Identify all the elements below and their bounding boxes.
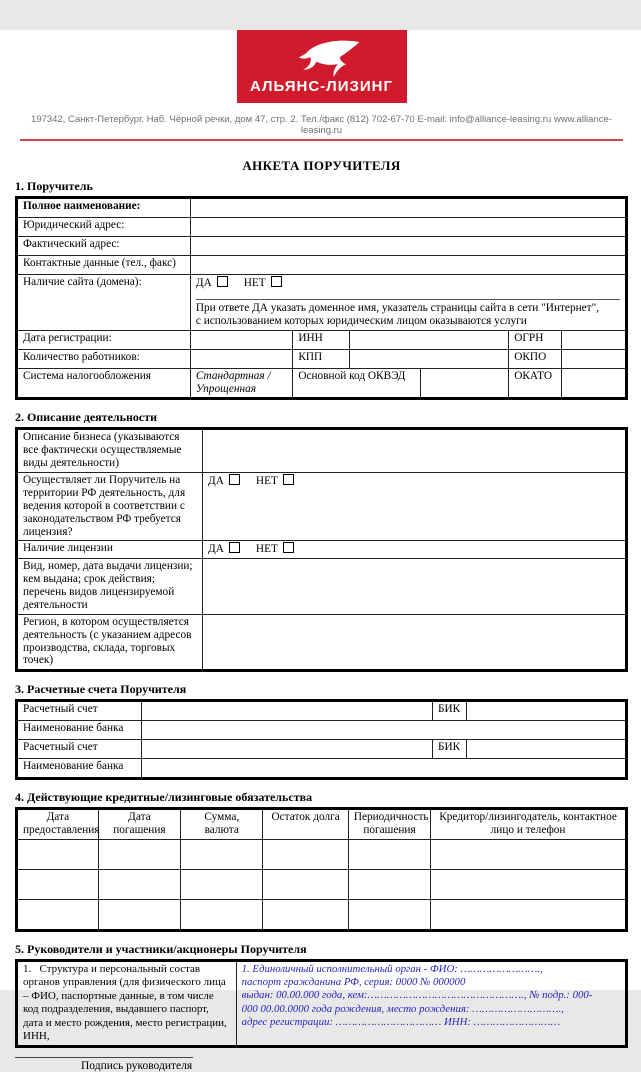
section-1-heading: 1. Поручитель	[15, 179, 93, 193]
section-4-heading: 4. Действующие кредитные/лизинговые обязательства	[15, 790, 313, 805]
full-name-field[interactable]	[190, 198, 626, 218]
company-logo	[237, 30, 407, 103]
bik-field[interactable]	[467, 740, 627, 759]
management-structure-label: 1. Структура и персональный состав органов управления (для физического лица – ФИО, паспортные данные, в том числе код подразделения, выдавшего паспорт, дата и место рождения, место регистрации, ИНН,	[17, 961, 237, 1047]
activity-table	[15, 427, 628, 672]
actual-address-field[interactable]	[190, 237, 626, 256]
website-field[interactable]	[190, 275, 626, 331]
signature-block	[15, 1057, 628, 1072]
col-header-creditor: Кредитор/лизингодатель, контактное лицо и телефон	[431, 809, 627, 840]
license-details-field[interactable]	[203, 559, 627, 615]
legal-address-field[interactable]	[190, 218, 626, 237]
account-field[interactable]	[142, 701, 433, 721]
region-field[interactable]	[203, 614, 627, 671]
table-cell[interactable]	[181, 900, 263, 931]
bank-name-label: Наименование банка	[17, 759, 142, 779]
bank-name-field[interactable]	[142, 759, 627, 779]
table-cell[interactable]	[263, 840, 348, 870]
reg-date-label: Дата регистрации:	[17, 330, 191, 349]
section-3-heading: 3. Расчетные счета Поручителя	[15, 682, 187, 697]
guarantor-table	[15, 196, 628, 400]
no-label: НЕТ	[243, 277, 266, 289]
no-checkbox[interactable]	[283, 542, 294, 553]
employees-label: Количество работников:	[17, 349, 191, 368]
bik-label: БИК	[433, 701, 467, 721]
table-cell[interactable]	[98, 870, 180, 900]
page-title: АНКЕТА ПОРУЧИТЕЛЯ	[242, 158, 401, 173]
full-name-label: Полное наименование:	[17, 198, 191, 218]
yes-no-options	[208, 475, 294, 487]
section-2-heading: 2. Описание деятельности	[15, 410, 158, 425]
table-cell[interactable]	[17, 870, 99, 900]
header-divider	[20, 139, 623, 141]
legal-address-label: Юридический адрес:	[17, 218, 191, 237]
template-line: адрес регистрации: …………………………… ИНН: ………………………	[241, 1015, 561, 1028]
table-cell[interactable]	[431, 870, 627, 900]
yes-checkbox[interactable]	[229, 474, 240, 485]
guarantor-form-page	[0, 30, 641, 1072]
okpo-field[interactable]	[561, 349, 626, 368]
table-cell[interactable]	[98, 840, 180, 870]
col-header-balance: Остаток долга	[263, 809, 348, 840]
region-label: Регион, в котором осуществляется деятельность (с указанием адресов производства, склада, торговых точек)	[17, 614, 203, 671]
employees-field[interactable]	[190, 349, 292, 368]
yes-no-options	[196, 277, 282, 289]
account-label: Расчетный счет	[17, 740, 142, 759]
table-cell[interactable]	[263, 870, 348, 900]
ogrn-field[interactable]	[561, 330, 626, 349]
table-cell[interactable]	[431, 840, 627, 870]
tax-system-label: Система налогообложения	[17, 368, 191, 399]
template-line: выдан: 00.00.000 года, кем:…………………………………………., № подр.: 000-	[241, 989, 593, 1002]
yes-label: ДА	[208, 543, 224, 556]
kpp-field[interactable]	[350, 349, 509, 368]
signature-line[interactable]	[15, 1057, 193, 1058]
has-license-field[interactable]	[203, 541, 627, 559]
inn-field[interactable]	[350, 330, 509, 349]
website-note: При ответе ДА указать доменное имя, указатель страницы сайта в сети "Интернет",	[195, 301, 600, 314]
template-line: паспорт гражданина РФ, серия: 0000 № 000000	[241, 976, 466, 989]
bank-name-label: Наименование банка	[17, 721, 142, 740]
business-desc-label: Описание бизнеса (указываются все фактически осуществляемые виды деятельности)	[17, 429, 203, 473]
yes-checkbox[interactable]	[229, 542, 240, 553]
website-note-2: с использованием которых юридическим лицом оказываются услуги	[195, 314, 527, 327]
bik-label: БИК	[433, 740, 467, 759]
table-cell[interactable]	[431, 900, 627, 931]
col-header-issue-date: Дата предоставления	[17, 809, 99, 840]
license-required-field[interactable]	[203, 473, 627, 541]
table-cell[interactable]	[98, 900, 180, 931]
account-label: Расчетный счет	[17, 701, 142, 721]
table-cell[interactable]	[348, 900, 430, 931]
col-header-repay-date: Дата погашения	[98, 809, 180, 840]
table-cell[interactable]	[181, 870, 263, 900]
table-cell[interactable]	[181, 840, 263, 870]
bik-field[interactable]	[467, 701, 627, 721]
ogrn-label: ОГРН	[509, 330, 561, 349]
obligations-table	[15, 807, 628, 932]
kpp-label: КПП	[293, 349, 350, 368]
license-details-label: Вид, номер, дата выдачи лицензии; кем выдана; срок действия; перечень видов лицензируемой деятельности	[17, 559, 203, 615]
business-desc-field[interactable]	[203, 429, 627, 473]
reg-date-field[interactable]	[190, 330, 292, 349]
management-table	[15, 959, 628, 1048]
section-5-heading: 5. Руководители и участники/акционеры Поручителя	[15, 942, 307, 956]
table-cell[interactable]	[17, 900, 99, 931]
template-line: 000 00.00.0000 года рождения, место рождения: ……………………….,	[241, 1002, 564, 1015]
has-license-label: Наличие лицензии	[17, 541, 203, 559]
col-header-amount: Сумма, валюта	[181, 809, 263, 840]
bank-accounts-table	[15, 699, 628, 780]
no-checkbox[interactable]	[271, 276, 282, 287]
template-line: 1. Единоличный исполнительный орган - ФИО: …………………….,	[241, 963, 543, 975]
okved-label: Основной код ОКВЭД	[293, 368, 421, 399]
contacts-field[interactable]	[190, 256, 626, 275]
license-required-label: Осуществляет ли Поручитель на территории РФ деятельность, для ведения которой в соответствии с законодательством РФ требуется лицензия?	[17, 473, 203, 541]
no-label: НЕТ	[255, 543, 278, 556]
table-cell[interactable]	[348, 870, 430, 900]
actual-address-label: Фактический адрес:	[17, 237, 191, 256]
tax-options[interactable]: Стандартная / Упрощенная	[190, 368, 292, 399]
table-cell[interactable]	[348, 840, 430, 870]
no-checkbox[interactable]	[283, 474, 294, 485]
management-structure-field[interactable]	[236, 961, 626, 1047]
yes-label: ДА	[208, 475, 224, 487]
company-contact-line: 197342, Санкт-Петербург. Наб. Чёрной речки, дом 47, стр. 2. Тел./факс (812) 702-67-70 E-mail: info@alliance-leasing.ru www.alliance-leasing.ru	[31, 114, 612, 136]
yes-no-options	[208, 543, 294, 555]
yes-checkbox[interactable]	[217, 276, 228, 287]
yes-label: ДА	[195, 277, 212, 289]
table-cell[interactable]	[17, 840, 99, 870]
website-label: Наличие сайта (домена):	[17, 275, 191, 331]
okved-field[interactable]	[421, 368, 509, 399]
no-label: НЕТ	[255, 475, 278, 487]
bank-name-field[interactable]	[142, 721, 627, 740]
table-cell[interactable]	[263, 900, 348, 931]
col-header-periodicity: Периодичность погашения	[348, 809, 430, 840]
contacts-label: Контактные данные (тел., факс)	[17, 256, 191, 275]
okato-label: ОКАТО	[509, 368, 561, 399]
account-field[interactable]	[142, 740, 433, 759]
inn-label: ИНН	[293, 330, 350, 349]
logo-wordmark: АЛЬЯНС-ЛИЗИНГ	[249, 78, 393, 95]
okpo-label: ОКПО	[509, 349, 561, 368]
signature-label: Подпись руководителя	[81, 1060, 193, 1072]
okato-field[interactable]	[561, 368, 626, 399]
swallow-icon	[266, 39, 378, 77]
answer-line[interactable]	[196, 299, 620, 300]
